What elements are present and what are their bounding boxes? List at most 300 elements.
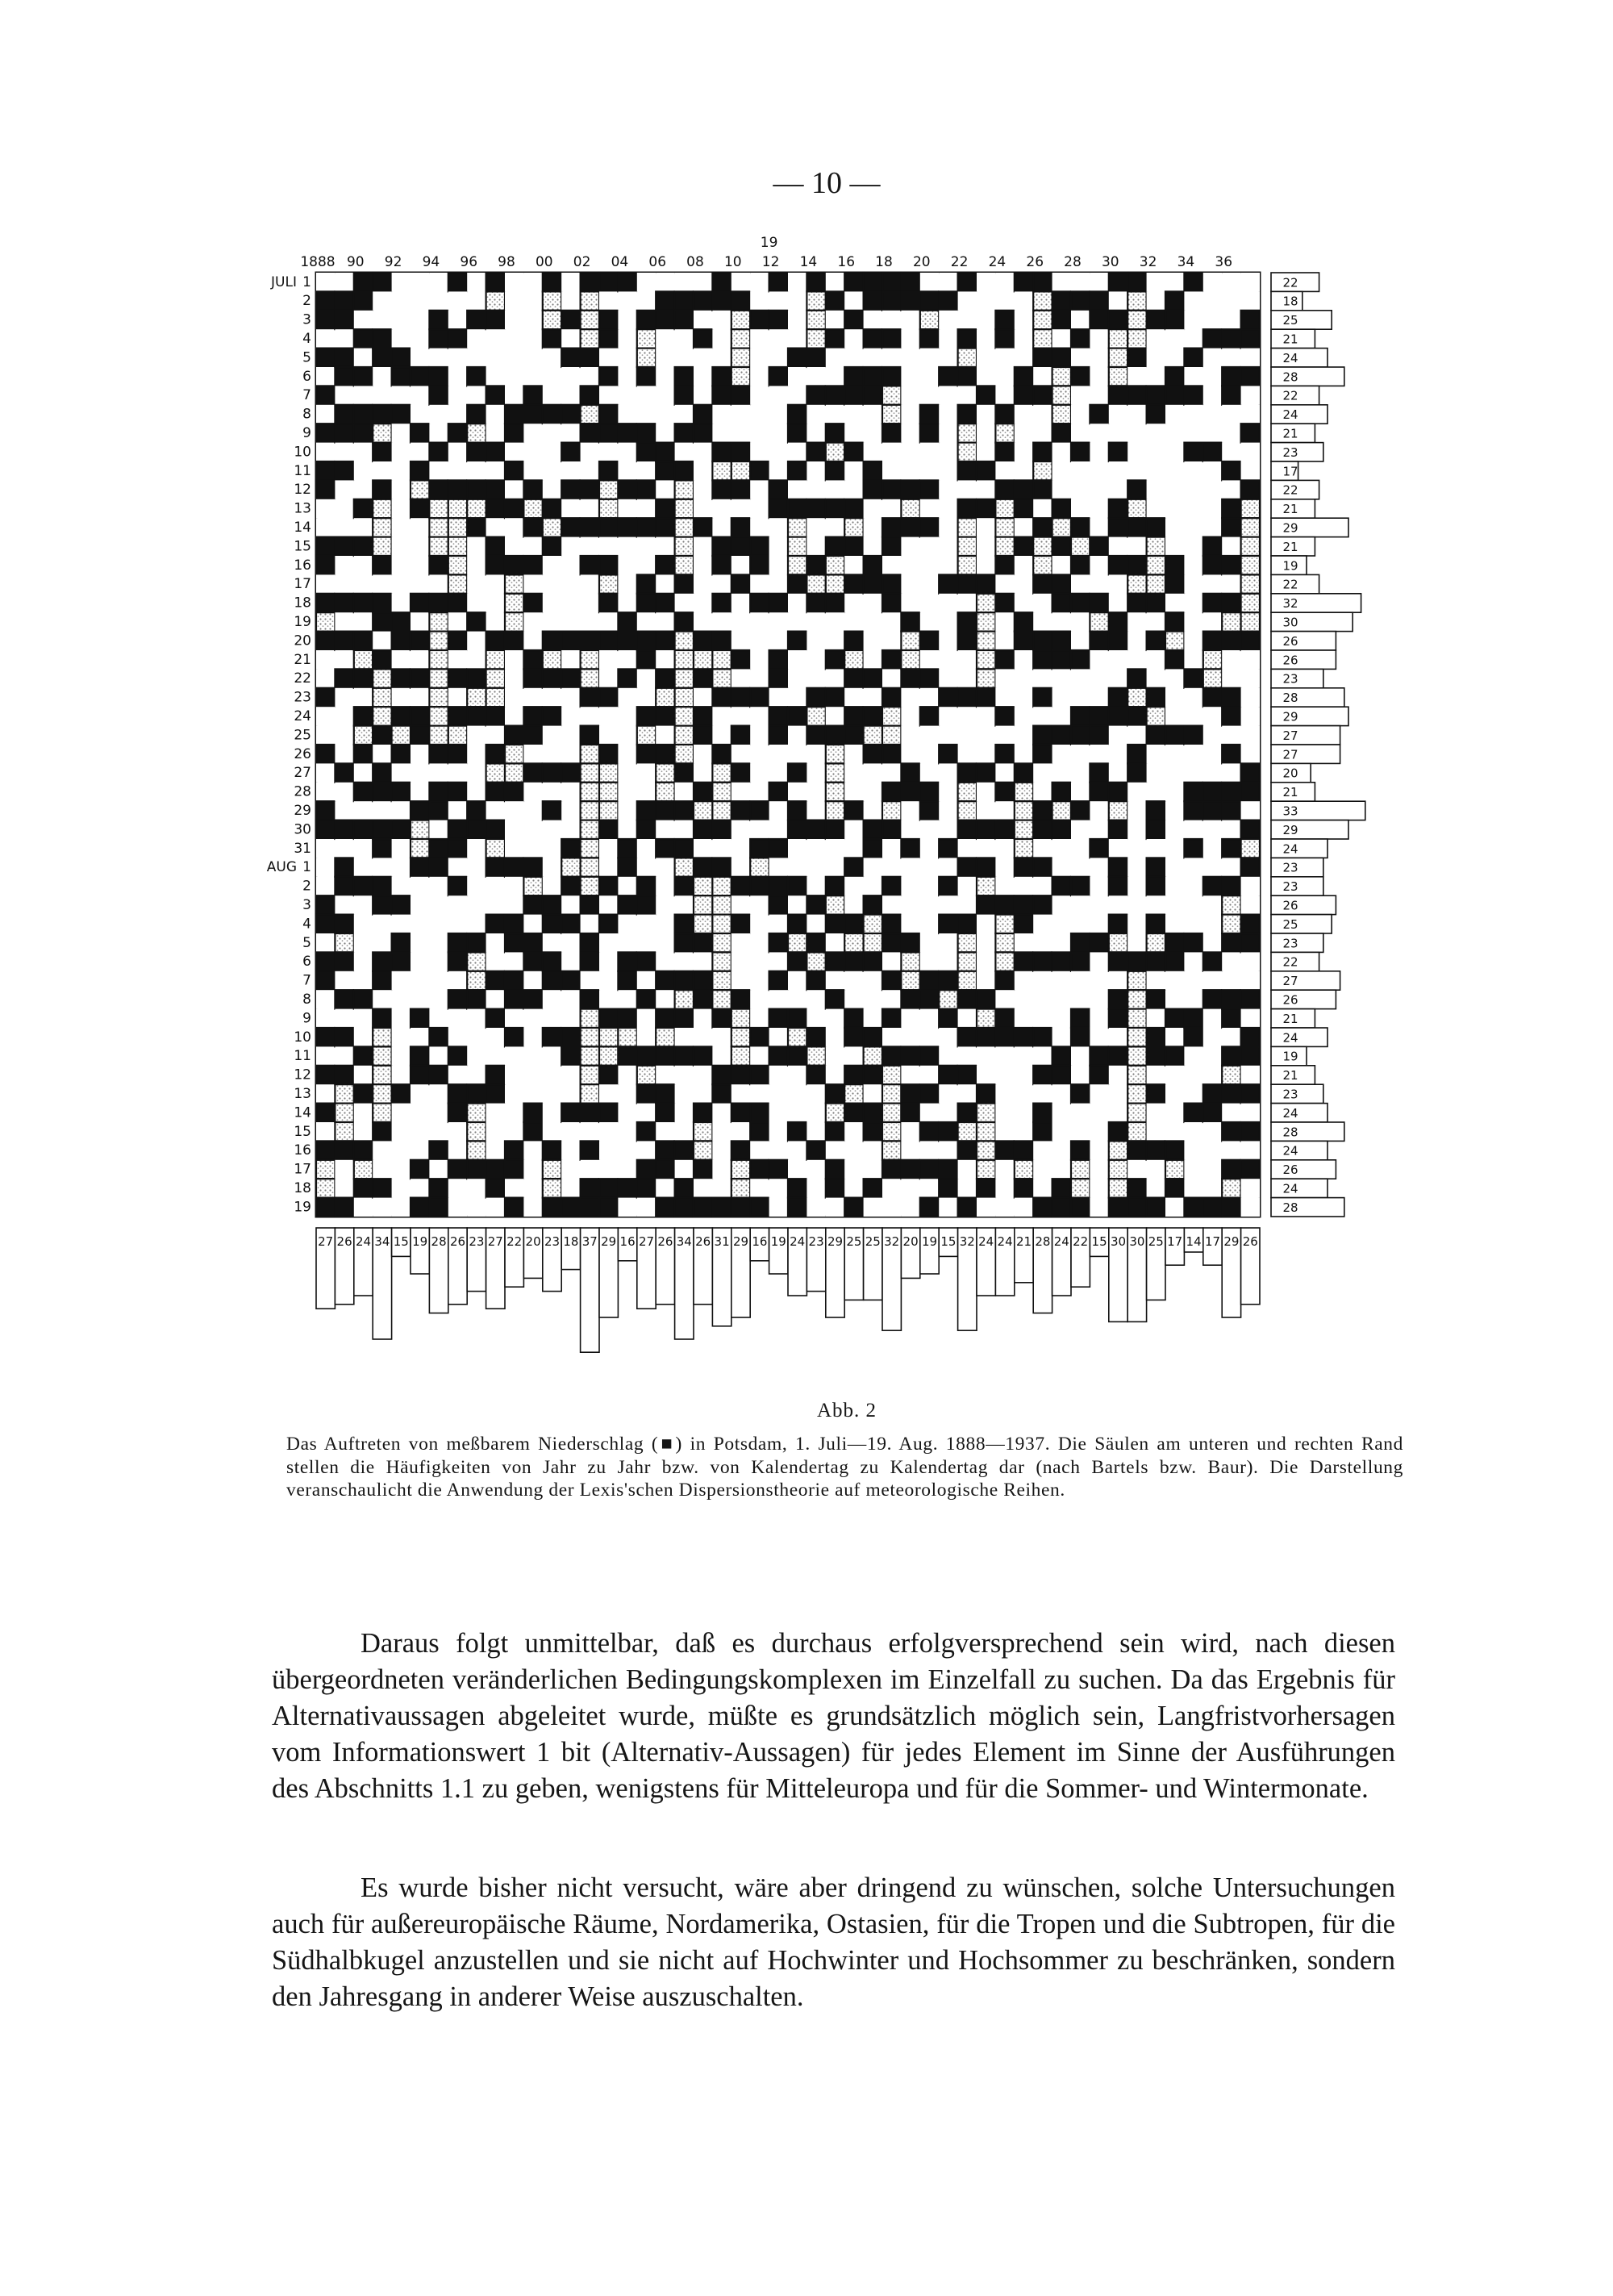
dry-cell	[599, 971, 618, 990]
dry-cell	[1147, 1104, 1165, 1122]
dry-cell	[543, 461, 561, 480]
rain-cell	[429, 726, 448, 745]
dry-cell	[1184, 877, 1202, 895]
dry-cell	[939, 1046, 957, 1065]
rain-cell	[675, 877, 694, 895]
rain-cell	[486, 386, 505, 404]
rain-cell	[429, 707, 448, 725]
dry-cell	[354, 858, 373, 876]
dry-cell	[995, 367, 1014, 386]
rain-cell	[316, 349, 335, 367]
rain-cell	[731, 1141, 750, 1159]
rain-cell	[901, 933, 919, 952]
rain-cell	[939, 745, 957, 763]
rain-cell	[637, 574, 656, 593]
dry-cell	[411, 556, 429, 574]
rain-cell	[467, 688, 486, 707]
rain-cell	[995, 480, 1014, 499]
dry-cell	[750, 971, 769, 990]
dry-cell	[939, 537, 957, 556]
rain-cell	[505, 971, 523, 990]
dry-cell	[1165, 349, 1184, 367]
dry-cell	[467, 895, 486, 914]
dry-cell	[882, 895, 901, 914]
rain-cell	[1127, 556, 1146, 574]
dry-cell	[656, 367, 674, 386]
year-tick-label: 02	[573, 254, 591, 270]
dry-cell	[864, 424, 882, 442]
dry-cell	[1184, 707, 1202, 725]
rain-cell	[543, 291, 561, 310]
page-number: — 10 —	[773, 166, 881, 200]
dry-cell	[844, 820, 863, 839]
rain-cell	[411, 839, 429, 858]
rain-cell	[618, 1009, 636, 1028]
dry-cell	[543, 783, 561, 801]
rain-cell	[939, 574, 957, 593]
rain-cell	[901, 783, 919, 801]
rain-cell	[882, 971, 901, 990]
rain-cell	[826, 461, 844, 480]
dry-cell	[411, 273, 429, 291]
dry-cell	[1109, 537, 1127, 556]
rain-cell	[1052, 632, 1071, 650]
rain-cell	[429, 480, 448, 499]
dry-cell	[920, 1009, 939, 1028]
rain-cell	[750, 1104, 769, 1122]
year-frequency-label: 19	[412, 1234, 428, 1249]
dry-cell	[731, 971, 750, 990]
dry-cell	[618, 349, 636, 367]
rain-cell	[675, 1141, 694, 1159]
dry-cell	[1015, 424, 1033, 442]
dry-cell	[1090, 556, 1108, 574]
rain-cell	[448, 1084, 467, 1103]
rain-cell	[599, 820, 618, 839]
dry-cell	[694, 386, 712, 404]
dry-cell	[561, 726, 580, 745]
dry-cell	[977, 745, 995, 763]
rain-cell	[373, 1046, 391, 1065]
rain-cell	[467, 952, 486, 971]
dry-cell	[750, 612, 769, 631]
dry-cell	[1090, 669, 1108, 687]
dry-cell	[1071, 1122, 1090, 1141]
dry-cell	[1127, 783, 1146, 801]
rain-cell	[448, 518, 467, 536]
rain-cell	[1241, 933, 1260, 952]
dry-cell	[939, 349, 957, 367]
rain-cell	[1109, 518, 1127, 536]
dry-cell	[675, 1084, 694, 1103]
rain-cell	[1127, 688, 1146, 707]
rain-cell	[581, 952, 599, 971]
rain-cell	[316, 745, 335, 763]
dry-cell	[1184, 952, 1202, 971]
dry-cell	[769, 612, 788, 631]
rain-cell	[429, 745, 448, 763]
rain-cell	[1071, 1009, 1090, 1028]
rain-cell	[731, 1046, 750, 1065]
dry-cell	[1184, 990, 1202, 1008]
dry-cell	[543, 839, 561, 858]
rain-cell	[373, 783, 391, 801]
rain-cell	[920, 1046, 939, 1065]
year-tick-label: 90	[346, 254, 365, 270]
dry-cell	[1015, 933, 1033, 952]
dry-cell	[769, 537, 788, 556]
dry-cell	[1071, 990, 1090, 1008]
rain-cell	[844, 367, 863, 386]
rain-cell	[958, 915, 977, 933]
dry-cell	[712, 612, 731, 631]
dry-cell	[316, 574, 335, 593]
dry-cell	[826, 311, 844, 329]
dry-cell	[486, 574, 505, 593]
rain-cell	[826, 763, 844, 782]
rain-cell	[505, 405, 523, 424]
rain-cell	[656, 499, 674, 518]
rain-cell	[826, 990, 844, 1008]
dry-cell	[1109, 895, 1127, 914]
rain-cell	[1127, 311, 1146, 329]
rain-cell	[561, 632, 580, 650]
rain-cell	[844, 650, 863, 669]
dry-cell	[844, 556, 863, 574]
dry-cell	[1052, 858, 1071, 876]
rain-cell	[637, 594, 656, 612]
rain-cell	[1033, 650, 1052, 669]
rain-cell	[581, 801, 599, 820]
dry-cell	[581, 915, 599, 933]
dry-cell	[1222, 291, 1240, 310]
rain-cell	[675, 745, 694, 763]
rain-cell	[581, 386, 599, 404]
rain-cell	[1147, 915, 1165, 933]
rain-cell	[901, 518, 919, 536]
dry-cell	[806, 367, 825, 386]
dry-cell	[694, 480, 712, 499]
rain-cell	[373, 1009, 391, 1028]
dry-cell	[1090, 971, 1108, 990]
rain-cell	[335, 669, 353, 687]
rain-cell	[486, 480, 505, 499]
rain-cell	[1241, 311, 1260, 329]
rain-cell	[712, 952, 731, 971]
dry-cell	[901, 1066, 919, 1084]
dry-cell	[788, 291, 806, 310]
dry-cell	[637, 933, 656, 952]
rain-cell	[429, 783, 448, 801]
dry-cell	[618, 537, 636, 556]
rain-cell	[788, 820, 806, 839]
dry-cell	[411, 291, 429, 310]
dry-cell	[712, 1104, 731, 1122]
dry-cell	[901, 386, 919, 404]
dry-cell	[1071, 574, 1090, 593]
rain-cell	[486, 499, 505, 518]
dry-cell	[354, 574, 373, 593]
dry-cell	[939, 1028, 957, 1046]
rain-cell	[901, 480, 919, 499]
dry-cell	[882, 556, 901, 574]
rain-cell	[599, 632, 618, 650]
rain-cell	[486, 1179, 505, 1197]
dry-cell	[826, 971, 844, 990]
rain-cell	[656, 745, 674, 763]
dry-cell	[373, 311, 391, 329]
dry-cell	[864, 688, 882, 707]
rain-cell	[1184, 1104, 1202, 1122]
rain-cell	[788, 877, 806, 895]
dry-cell	[1033, 1046, 1052, 1065]
rain-cell	[1127, 480, 1146, 499]
dry-cell	[958, 311, 977, 329]
dry-cell	[448, 1141, 467, 1159]
rain-cell	[467, 443, 486, 461]
dry-cell	[543, 877, 561, 895]
rain-cell	[977, 1009, 995, 1028]
rain-cell	[694, 971, 712, 990]
rain-cell	[1015, 952, 1033, 971]
rain-cell	[958, 499, 977, 518]
rain-cell	[1033, 858, 1052, 876]
dry-cell	[750, 933, 769, 952]
days-frequency-bars	[1271, 273, 1365, 1217]
dry-cell	[1147, 971, 1165, 990]
dry-cell	[1090, 1028, 1108, 1046]
dry-cell	[486, 329, 505, 348]
dry-cell	[523, 1066, 542, 1084]
dry-cell	[806, 1198, 825, 1217]
rain-cell	[411, 1066, 429, 1084]
day-tick-label: 6	[302, 368, 311, 385]
dry-cell	[1241, 669, 1260, 687]
rain-cell	[788, 1122, 806, 1141]
rain-cell	[581, 405, 599, 424]
dry-cell	[901, 556, 919, 574]
day-frequency-bar	[1271, 1141, 1327, 1159]
dry-cell	[505, 952, 523, 971]
rain-cell	[467, 990, 486, 1008]
rain-cell	[675, 480, 694, 499]
dry-cell	[844, 424, 863, 442]
rain-cell	[467, 1122, 486, 1141]
dry-cell	[769, 858, 788, 876]
rain-cell	[769, 273, 788, 291]
dry-cell	[618, 291, 636, 310]
dry-cell	[1033, 971, 1052, 990]
rain-cell	[561, 1046, 580, 1065]
rain-cell	[920, 518, 939, 536]
dry-cell	[543, 349, 561, 367]
rain-cell	[354, 291, 373, 310]
rain-cell	[882, 1160, 901, 1179]
rain-cell	[920, 291, 939, 310]
year-frequency-label: 19	[770, 1234, 786, 1249]
dry-cell	[599, 1084, 618, 1103]
rain-cell	[995, 424, 1014, 442]
dry-cell	[1203, 839, 1222, 858]
rain-cell	[995, 745, 1014, 763]
rain-cell	[523, 480, 542, 499]
rain-cell	[1109, 933, 1127, 952]
dry-cell	[1184, 1066, 1202, 1084]
rain-cell	[1052, 877, 1071, 895]
dry-cell	[1109, 1066, 1127, 1084]
dry-cell	[335, 612, 353, 631]
rain-cell	[599, 518, 618, 536]
rain-cell	[316, 820, 335, 839]
dry-cell	[599, 933, 618, 952]
dry-cell	[939, 480, 957, 499]
dry-cell	[505, 273, 523, 291]
dry-cell	[939, 612, 957, 631]
dry-cell	[958, 480, 977, 499]
dry-cell	[523, 329, 542, 348]
rain-cell	[467, 405, 486, 424]
rain-cell	[826, 952, 844, 971]
rain-cell	[712, 688, 731, 707]
dry-cell	[1033, 499, 1052, 518]
dry-cell	[1127, 933, 1146, 952]
dry-cell	[958, 650, 977, 669]
dry-cell	[561, 574, 580, 593]
dry-cell	[505, 329, 523, 348]
rain-cell	[864, 1028, 882, 1046]
year-tick-label: 92	[384, 254, 402, 270]
dry-cell	[675, 349, 694, 367]
dry-cell	[486, 594, 505, 612]
rain-cell	[467, 707, 486, 725]
rain-cell	[373, 556, 391, 574]
dry-cell	[731, 933, 750, 952]
dry-cell	[1203, 726, 1222, 745]
rain-cell	[844, 443, 863, 461]
rain-cell	[1052, 537, 1071, 556]
dry-cell	[637, 537, 656, 556]
rain-cell	[977, 386, 995, 404]
dry-cell	[750, 518, 769, 536]
dry-cell	[373, 745, 391, 763]
dry-cell	[731, 1122, 750, 1141]
rain-cell	[1109, 801, 1127, 820]
dry-cell	[826, 1198, 844, 1217]
day-frequency-label: 24	[1282, 350, 1298, 365]
rain-cell	[505, 594, 523, 612]
rain-cell	[561, 877, 580, 895]
rain-cell	[1052, 726, 1071, 745]
dry-cell	[1184, 574, 1202, 593]
rain-cell	[316, 1104, 335, 1122]
dry-cell	[656, 820, 674, 839]
dry-cell	[316, 650, 335, 669]
dry-cell	[1203, 367, 1222, 386]
rain-cell	[882, 650, 901, 669]
dry-cell	[1090, 858, 1108, 876]
rain-cell	[864, 1122, 882, 1141]
rain-cell	[1109, 877, 1127, 895]
dry-cell	[1165, 518, 1184, 536]
dry-cell	[977, 291, 995, 310]
rain-cell	[769, 480, 788, 499]
dry-cell	[561, 367, 580, 386]
dry-cell	[1165, 480, 1184, 499]
rain-cell	[1241, 594, 1260, 612]
dry-cell	[1241, 971, 1260, 990]
dry-cell	[806, 632, 825, 650]
dry-cell	[523, 273, 542, 291]
rain-cell	[882, 329, 901, 348]
rain-cell	[958, 1141, 977, 1159]
dry-cell	[354, 895, 373, 914]
dry-cell	[788, 443, 806, 461]
rain-cell	[618, 895, 636, 914]
dry-cell	[1033, 1141, 1052, 1159]
dry-cell	[543, 1084, 561, 1103]
rain-cell	[505, 632, 523, 650]
dry-cell	[599, 1122, 618, 1141]
dry-cell	[523, 1179, 542, 1197]
rain-cell	[844, 952, 863, 971]
dry-cell	[995, 839, 1014, 858]
dry-cell	[618, 1122, 636, 1141]
dry-cell	[1109, 291, 1127, 310]
dry-cell	[901, 726, 919, 745]
dry-cell	[429, 895, 448, 914]
day-frequency-label: 23	[1282, 879, 1298, 895]
rain-cell	[882, 424, 901, 442]
rain-cell	[656, 291, 674, 310]
rain-cell	[731, 688, 750, 707]
day-frequency-label: 21	[1282, 785, 1298, 800]
dry-cell	[995, 669, 1014, 687]
dry-cell	[1052, 688, 1071, 707]
dry-cell	[448, 1028, 467, 1046]
rain-cell	[826, 424, 844, 442]
dry-cell	[750, 707, 769, 725]
dry-cell	[411, 537, 429, 556]
rain-cell	[335, 311, 353, 329]
dry-cell	[1222, 820, 1240, 839]
dry-cell	[882, 839, 901, 858]
dry-cell	[1184, 1084, 1202, 1103]
rain-cell	[826, 574, 844, 593]
dry-cell	[694, 1028, 712, 1046]
rain-cell	[712, 594, 731, 612]
rain-cell	[581, 1104, 599, 1122]
rain-cell	[882, 688, 901, 707]
dry-cell	[637, 783, 656, 801]
dry-cell	[316, 1009, 335, 1028]
rain-cell	[373, 650, 391, 669]
rain-cell	[977, 895, 995, 914]
dry-cell	[675, 1104, 694, 1122]
rain-cell	[977, 1028, 995, 1046]
rain-cell	[581, 933, 599, 952]
dry-cell	[467, 1179, 486, 1197]
rain-cell	[1033, 801, 1052, 820]
dry-cell	[1071, 424, 1090, 442]
dry-cell	[1033, 1160, 1052, 1179]
rain-cell	[977, 1084, 995, 1103]
day-axis	[267, 274, 311, 1216]
rain-cell	[373, 1179, 391, 1197]
rain-cell	[656, 763, 674, 782]
day-tick-label: 2	[302, 878, 311, 895]
dry-cell	[1127, 915, 1146, 933]
rain-cell	[581, 556, 599, 574]
